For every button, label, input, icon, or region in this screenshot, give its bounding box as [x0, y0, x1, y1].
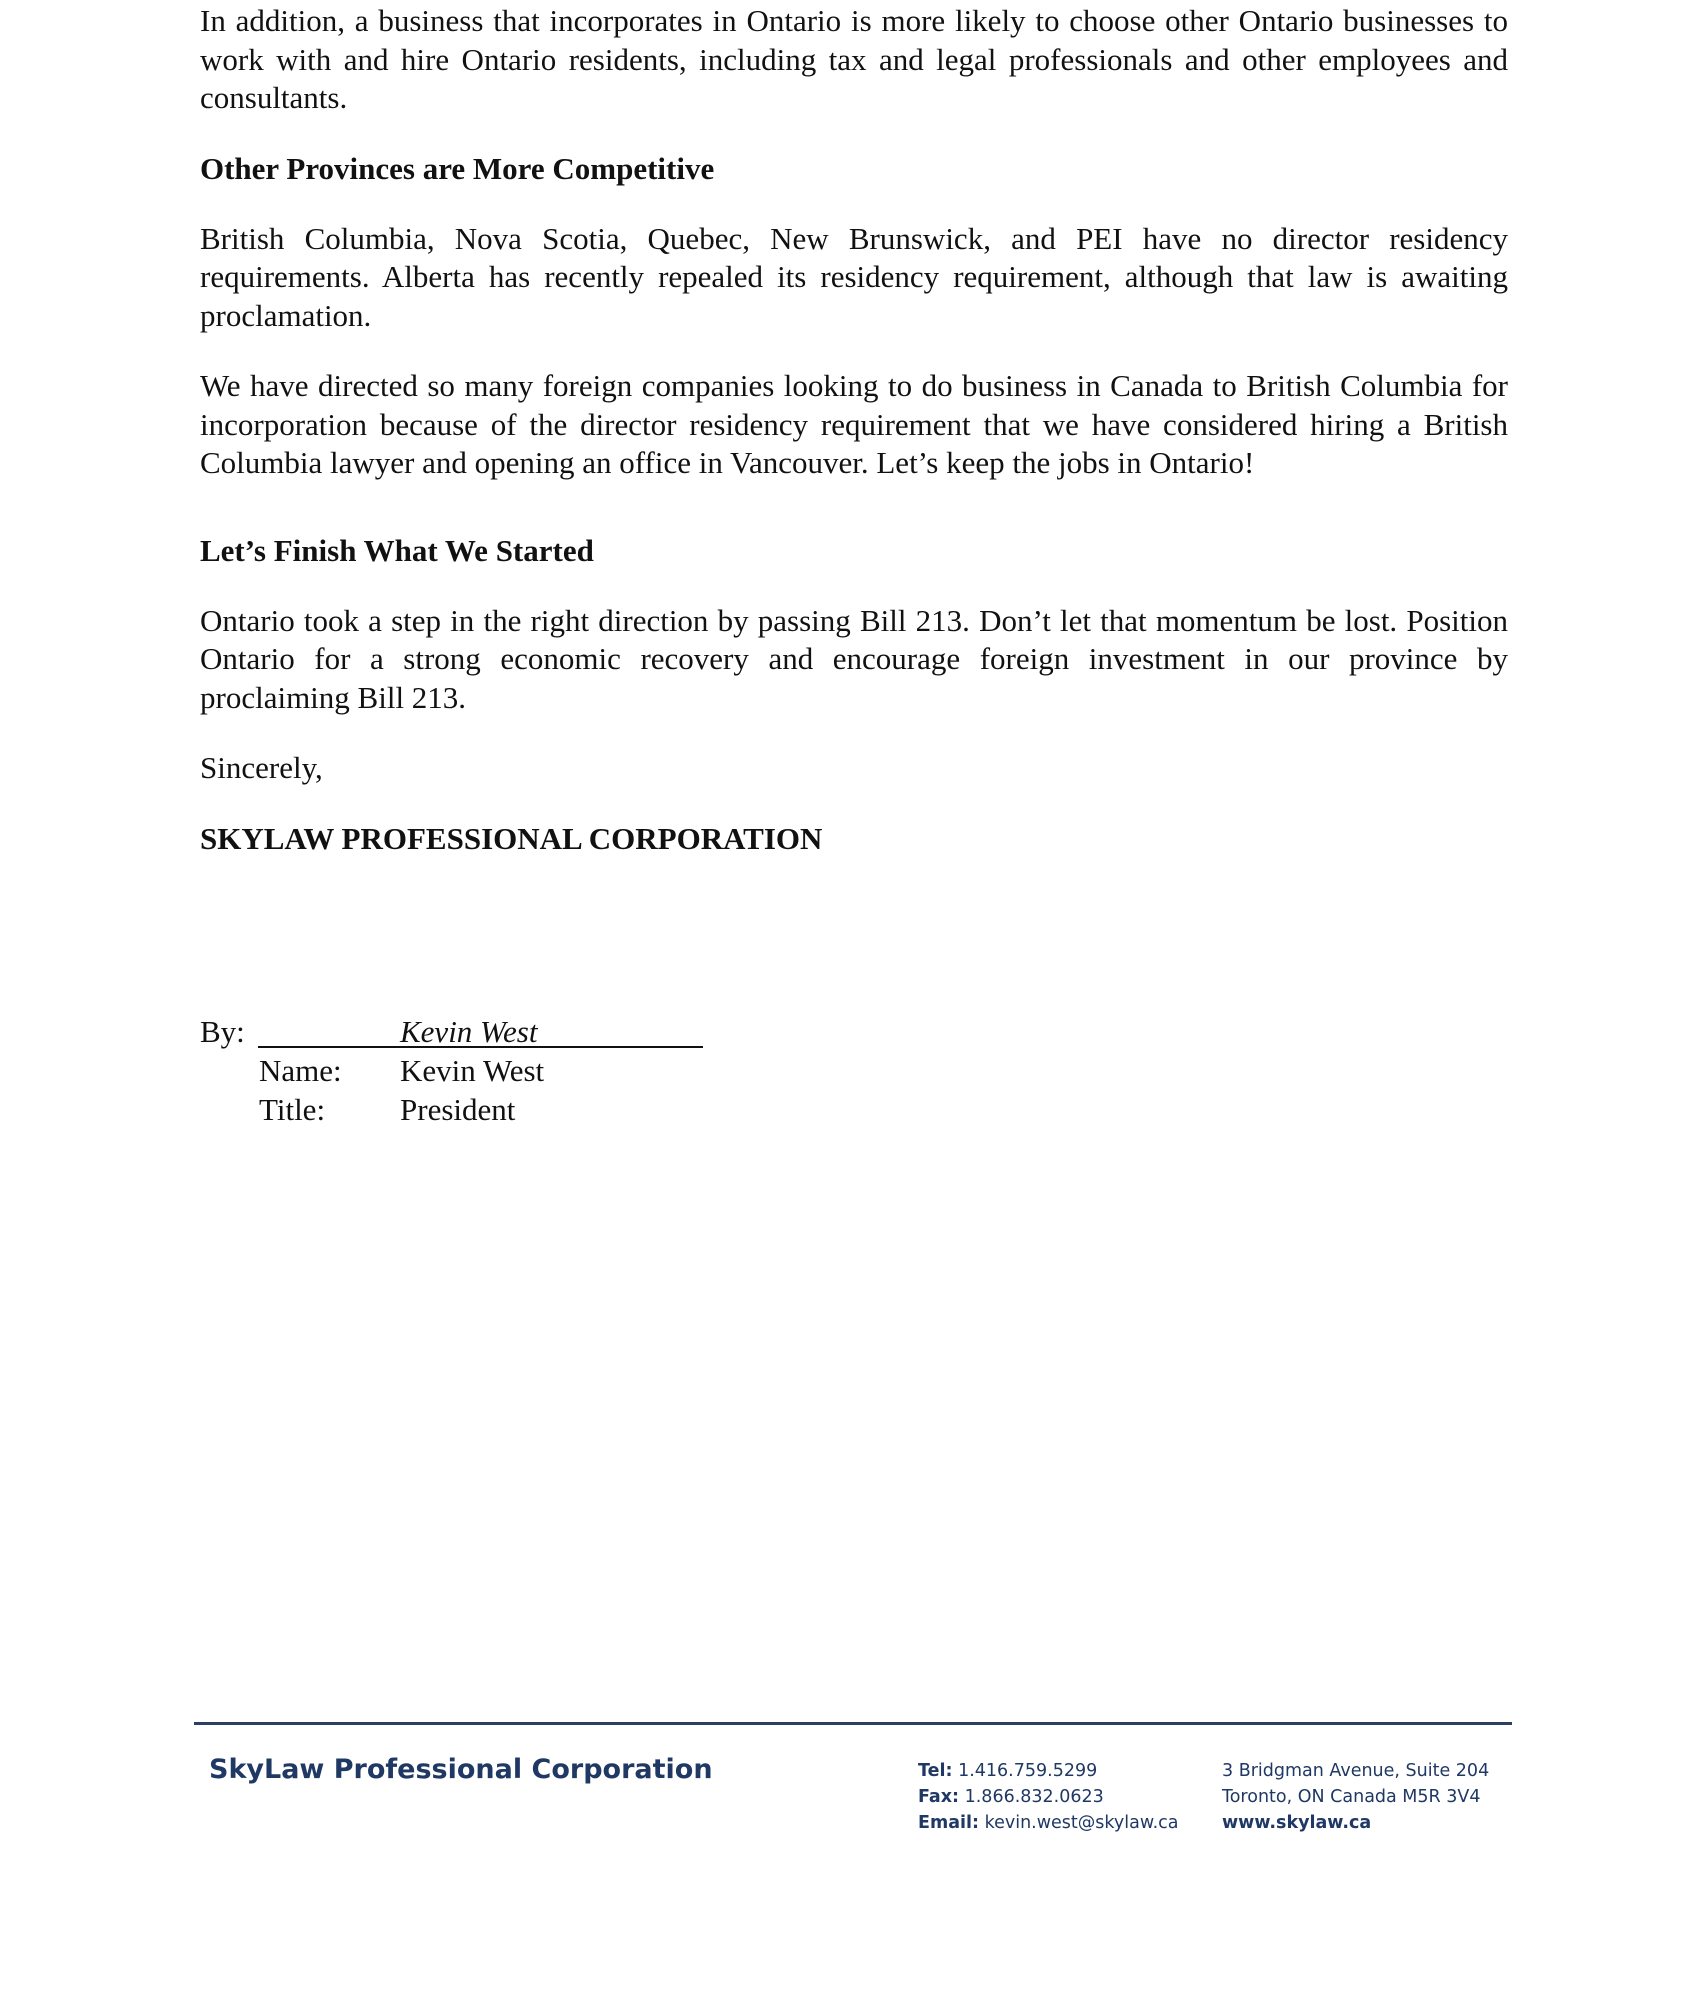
email-link[interactable]: kevin.west@skylaw.ca	[984, 1813, 1179, 1833]
heading-other-provinces: Other Provinces are More Competitive	[200, 150, 715, 186]
address-line-1: 3 Bridgman Avenue, Suite 204	[1222, 1761, 1490, 1781]
heading-finish: Let’s Finish What We Started	[200, 532, 594, 568]
footer-brand: SkyLaw Professional Corporation	[209, 1754, 713, 1785]
tel-value[interactable]: 1.416.759.5299	[958, 1761, 1098, 1781]
paragraph-provinces-2: We have directed so many foreign companies looking to do business in Canada to British Columbia for incorporation because of the director residency requirement that we have considered hiring a British Columbia lawyer and opening an office in Vancouver. Let’s keep the jobs in Ontario!	[200, 368, 1508, 480]
paragraph-finish: Ontario took a step in the right direction by passing Bill 213. Don’t let that momentum be lost. Position Ontario for a strong economic recovery and encourage foreign investment in our province by proclaiming Bill 213.	[200, 602, 1508, 715]
title-value: President	[400, 1092, 516, 1127]
handwritten-signature: Kevin West	[400, 1014, 538, 1049]
email-row	[918, 1810, 1178, 1836]
email-label: Email:	[918, 1813, 979, 1833]
title-label: Title:	[259, 1092, 326, 1127]
footer-contact	[918, 1758, 1178, 1836]
closing-salutation: Sincerely,	[200, 750, 323, 785]
fax-value: 1.866.832.0623	[964, 1787, 1104, 1807]
by-label: By:	[200, 1014, 245, 1049]
tel-row	[918, 1758, 1178, 1784]
name-value: Kevin West	[400, 1053, 545, 1088]
tel-label: Tel:	[918, 1761, 953, 1781]
fax-label: Fax:	[918, 1787, 960, 1807]
paragraph-provinces-1: British Columbia, Nova Scotia, Quebec, New Brunswick, and PEI have no director residency requirements. Alberta has recently repealed its residency requirement, although that law is awaiting proclamation.	[200, 220, 1508, 333]
footer-address	[1222, 1758, 1489, 1836]
paragraph-intro: In addition, a business that incorporates in Ontario is more likely to choose other Ontario businesses to work with and hire Ontario residents, including tax and legal professionals and other employees and consultants.	[200, 3, 1508, 115]
footer-divider	[194, 1722, 1512, 1725]
website-link[interactable]: www.skylaw.ca	[1222, 1813, 1372, 1833]
name-label: Name:	[259, 1053, 342, 1088]
address-line-2: Toronto, ON Canada M5R 3V4	[1222, 1787, 1481, 1807]
company-name: SKYLAW PROFESSIONAL CORPORATION	[200, 820, 823, 856]
letter-body	[200, 2, 1508, 858]
fax-row	[918, 1784, 1178, 1810]
